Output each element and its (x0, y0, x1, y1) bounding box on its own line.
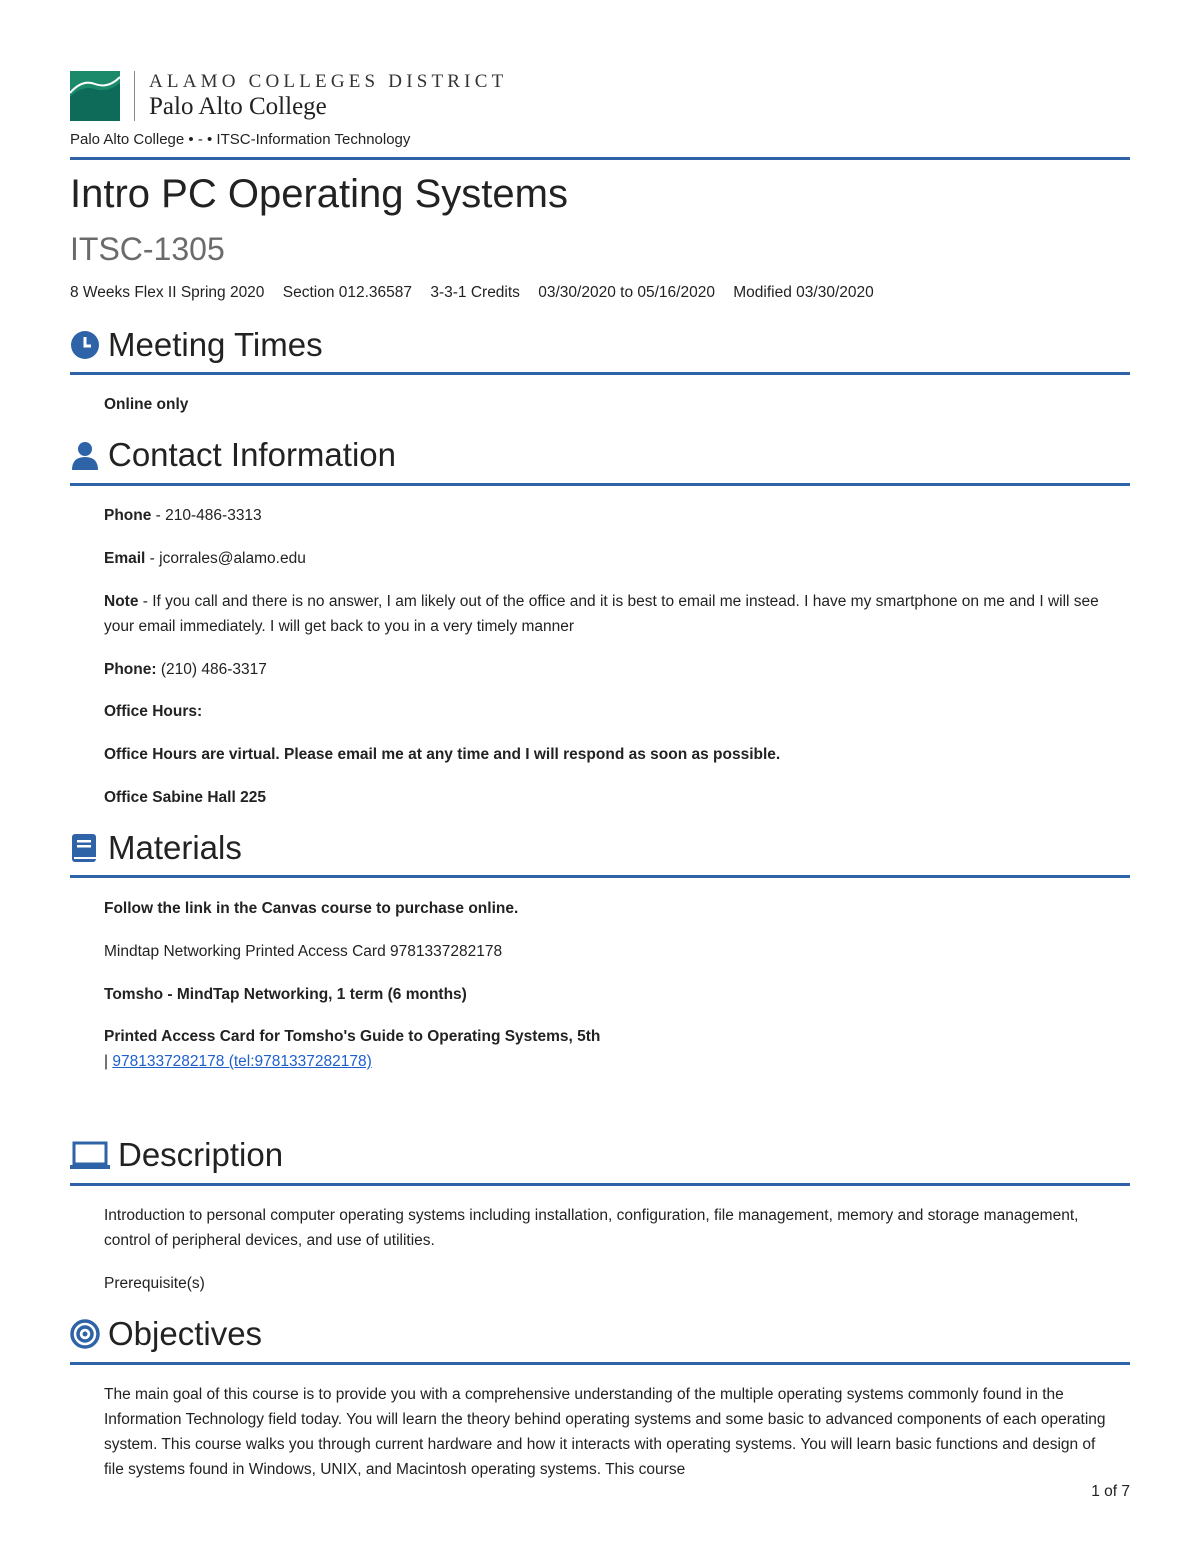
course-credits: 3-3-1 Credits (430, 284, 520, 301)
description-text: Introduction to personal computer operating systems including installation, configuration, file management, memory and storage management, control of peripheral devices, and use of utilities. (104, 1207, 1079, 1249)
user-icon (70, 440, 100, 470)
phone2-value: (210) 486-3317 (156, 661, 267, 678)
link-prefix: | (104, 1053, 113, 1070)
logo-mark-icon (70, 71, 120, 121)
logo-district: ALAMO COLLEGES DISTRICT (149, 71, 508, 92)
logo-text (149, 71, 507, 121)
section-divider (70, 1362, 1130, 1365)
office-hours-text: Office Hours are virtual. Please email me at any time and I will respond as soon as possible. (104, 746, 781, 763)
phone-value: - 210-486-3313 (151, 507, 262, 524)
email-label: Email (104, 550, 146, 567)
contact-note (104, 589, 1114, 639)
clock-icon (70, 330, 100, 360)
course-section: Section 012.36587 (282, 284, 413, 301)
course-meta (70, 284, 888, 302)
note-label: Note (104, 593, 139, 610)
note-value: - If you call and there is no answer, I am likely out of the office and it is best to email me instead. I have my smartphone on me and I will see your email immediately. I will get back to you in a very timely manner (104, 593, 1099, 635)
header-divider (70, 157, 1130, 160)
section-heading-objectives (70, 1314, 262, 1354)
materials-item-title: Printed Access Card for Tomsho's Guide to Operating Systems, 5th (104, 1028, 601, 1045)
college-logo (70, 70, 507, 122)
course-modified: Modified 03/30/2020 (733, 284, 874, 301)
section-heading-materials (70, 828, 242, 868)
section-title-description: Description (118, 1136, 284, 1173)
section-divider (70, 875, 1130, 878)
section-heading-meeting (70, 325, 323, 365)
objectives-text: The main goal of this course is to provide you with a comprehensive understanding of the multiple operating systems commonly found in the Information Technology field today. You will learn the theory behind operating systems and some basic to advanced components of each operating system. This course walks you through current hardware and how it interacts with operating systems. You will learn basic functions and design of file systems found in Windows, UNIX, and Macintosh operating systems. This course (104, 1386, 1106, 1478)
office-location: Office Sabine Hall 225 (104, 789, 266, 806)
email-value: - jcorrales@alamo.edu (145, 550, 306, 567)
phone-label: Phone (104, 507, 152, 524)
prerequisite-label: Prerequisite(s) (104, 1275, 205, 1292)
section-title-objectives: Objectives (108, 1315, 263, 1352)
section-divider (70, 1183, 1130, 1186)
materials-item-link-row (104, 1049, 1114, 1074)
page-title: Intro PC Operating Systems (70, 172, 568, 216)
materials-item: Mindtap Networking Printed Access Card 9781337282178 (104, 943, 503, 960)
book-icon (70, 833, 100, 863)
section-divider (70, 483, 1130, 486)
materials-instruction: Follow the link in the Canvas course to purchase online. (104, 900, 519, 917)
materials-item (104, 1024, 1114, 1074)
logo-college: Palo Alto College (149, 93, 327, 120)
phone2-label: Phone: (104, 661, 157, 678)
logo-divider (134, 71, 135, 121)
contact-email (104, 546, 1114, 571)
breadcrumb: Palo Alto College • - • ITSC-Information Technology (70, 131, 411, 148)
office-hours-label: Office Hours: (104, 703, 203, 720)
course-dates: 03/30/2020 to 05/16/2020 (538, 284, 715, 301)
meeting-text: Online only (104, 396, 189, 413)
section-heading-contact (70, 435, 396, 475)
contact-phone (104, 503, 1114, 528)
contact-phone2 (104, 657, 1114, 682)
laptop-icon (70, 1140, 110, 1170)
materials-item: Tomsho - MindTap Networking, 1 term (6 months) (104, 986, 467, 1003)
section-title-meeting: Meeting Times (108, 326, 323, 363)
section-heading-description (70, 1135, 283, 1175)
course-term: 8 Weeks Flex II Spring 2020 (70, 284, 265, 301)
section-title-materials: Materials (108, 829, 242, 866)
section-divider (70, 372, 1130, 375)
section-title-contact: Contact Information (108, 436, 396, 473)
isbn-link[interactable]: 9781337282178 (tel:9781337282178) (112, 1053, 372, 1070)
target-icon (70, 1319, 100, 1349)
course-code: ITSC-1305 (70, 231, 225, 267)
page-number: 1 of 7 (1091, 1483, 1130, 1500)
